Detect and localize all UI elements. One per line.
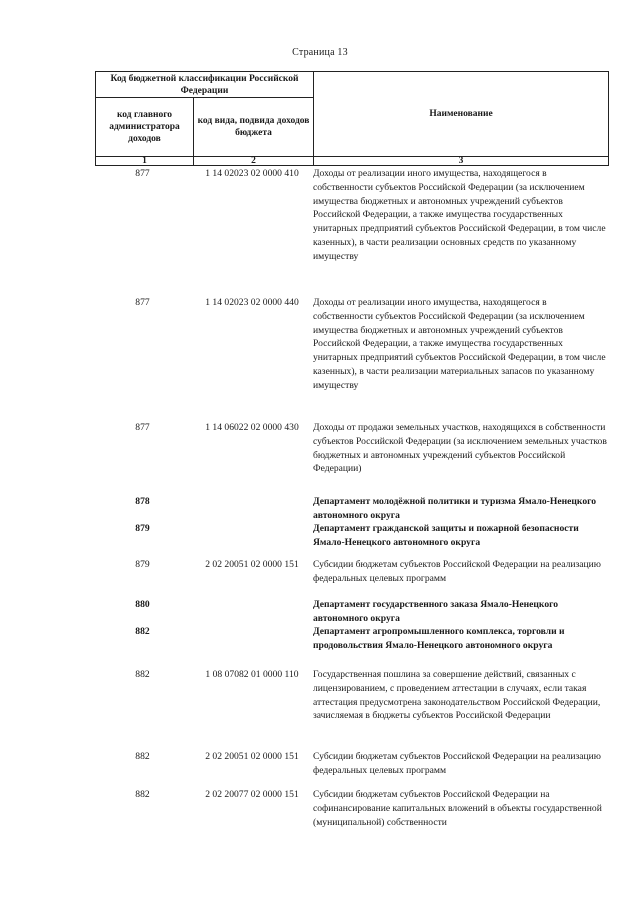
income-name: Доходы от реализации иного имущества, находящегося в собственности субъектов Российской Федерации (за исключением имущества бюджетных и автономных учреждений субъектов Российской Федерации, а также имущества государственных унитарных предприятий субъектов Российской Федерации, в том числе казенных), в части реализации основных средств по указанному имуществу xyxy=(313,168,606,262)
income-name: Субсидии бюджетам субъектов Российской Федерации на реализацию федеральных целевых программ xyxy=(313,751,601,776)
income-code: 1 14 06022 02 0000 430 xyxy=(205,422,299,433)
income-code: 2 02 20051 02 0000 151 xyxy=(205,751,299,762)
department-name: Департамент агропромышленного комплекса, торговли и продовольствия Ямало-Ненецкого автономного округа xyxy=(313,626,565,651)
header-col3-title: Наименование xyxy=(429,109,493,119)
admin-code: 879 xyxy=(135,523,150,534)
income-code: 1 08 07082 01 0000 110 xyxy=(205,669,299,680)
admin-code: 877 xyxy=(135,422,150,433)
header-col1-title: код главного администратора доходов xyxy=(109,110,180,144)
table-header xyxy=(95,71,609,166)
admin-code: 878 xyxy=(135,496,150,507)
admin-code: 877 xyxy=(135,168,150,179)
admin-code: 879 xyxy=(135,559,150,570)
income-code: 2 02 20051 02 0000 151 xyxy=(205,559,299,570)
header-col2-title: код вида, подвида доходов бюджета xyxy=(197,116,310,138)
income-code: 1 14 02023 02 0000 410 xyxy=(205,168,299,179)
header-group-title: Код бюджетной классификации Российской Федерации xyxy=(110,73,299,96)
header-col3-num: 3 xyxy=(458,156,464,166)
income-name: Государственная пошлина за совершение действий, связанных с лицензированием, с проведением аттестации в случаях, если такая аттестация предусмотрена законодательством Российской Федерации, зачисляемая в бюджеты субъектов Российской Федерации xyxy=(313,669,601,722)
income-name: Субсидии бюджетам субъектов Российской Федерации на софинансирование капитальных вложений в объекты государственной (муниципальной) собственности xyxy=(313,789,602,828)
department-name: Департамент гражданской защиты и пожарной безопасности Ямало-Ненецкого автономного округа xyxy=(313,523,579,548)
income-name: Доходы от продажи земельных участков, находящихся в собственности субъектов Российской Федерации (за исключением земельных участков бюджетных и автономных учреждений субъектов Российской Федерации) xyxy=(313,422,607,475)
income-code: 2 02 20077 02 0000 151 xyxy=(205,789,299,800)
income-code: 1 14 02023 02 0000 440 xyxy=(205,297,299,308)
admin-code: 882 xyxy=(135,669,150,680)
department-name: Департамент молодёжной политики и туризма Ямало-Ненецкого автономного округа xyxy=(313,496,597,521)
department-name: Департамент государственного заказа Ямало-Ненецкого автономного округа xyxy=(313,599,559,624)
header-col1-num: 1 xyxy=(142,156,147,166)
admin-code: 882 xyxy=(135,626,150,637)
header-col2-num: 2 xyxy=(251,156,256,166)
admin-code: 877 xyxy=(135,297,150,308)
admin-code: 882 xyxy=(135,789,150,800)
admin-code: 882 xyxy=(135,751,150,762)
page-label: Страница 13 xyxy=(292,47,348,58)
income-name: Доходы от реализации иного имущества, находящегося в собственности субъектов Российской Федерации (за исключением имущества бюджетных и автономных учреждений субъектов Российской Федерации, а также имущества государственных унитарных предприятий субъектов Российской Федерации, в том числе казенных), в части реализации материальных запасов по указанному имуществу xyxy=(313,297,606,391)
admin-code: 880 xyxy=(135,599,150,610)
income-name: Субсидии бюджетам субъектов Российской Федерации на реализацию федеральных целевых программ xyxy=(313,559,601,584)
